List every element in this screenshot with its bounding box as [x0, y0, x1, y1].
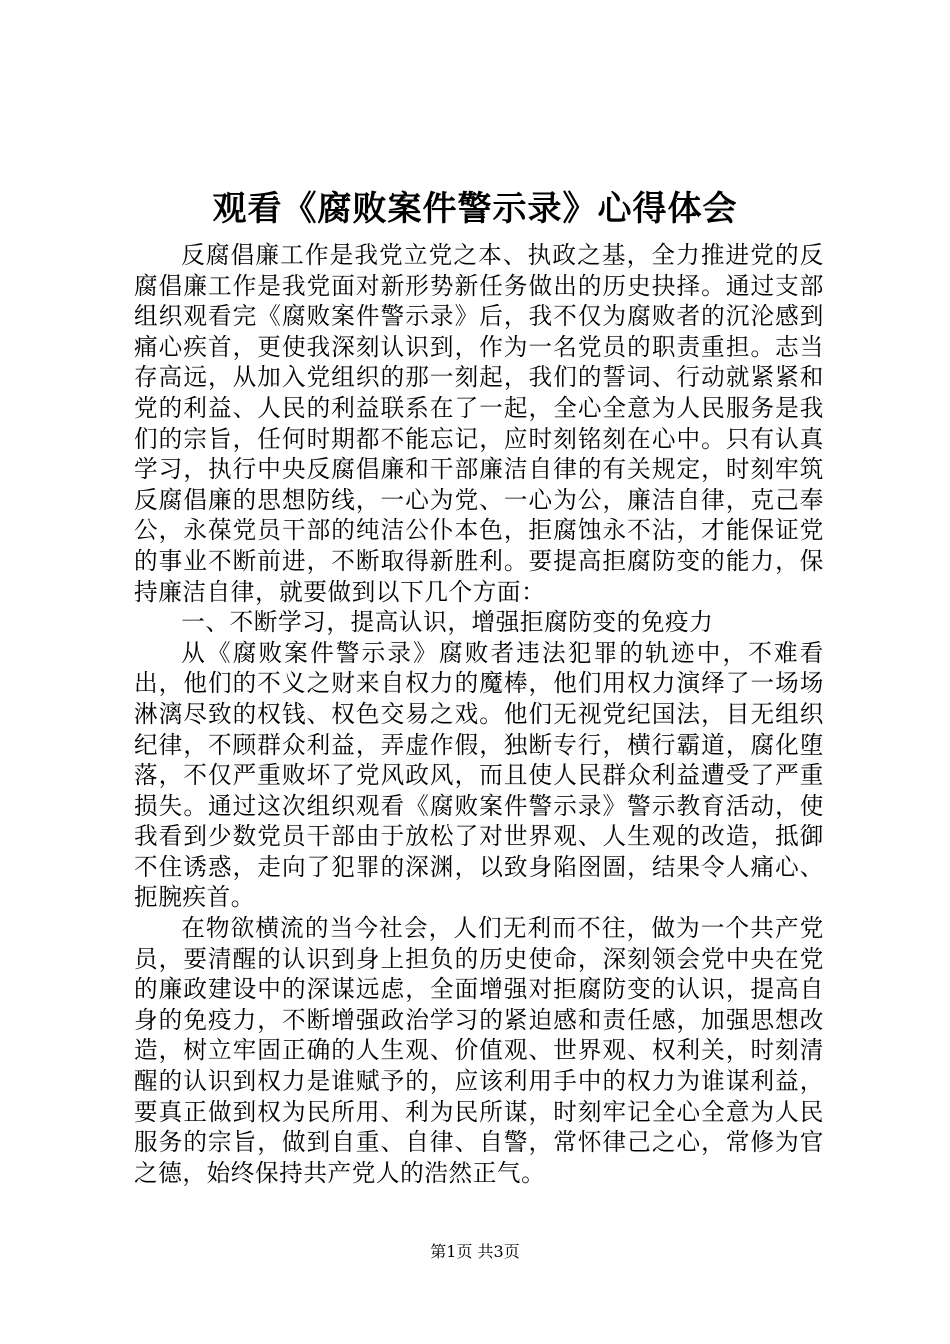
- paragraph-intro: 反腐倡廉工作是我党立党之本、执政之基，全力推进党的反腐倡廉工作是我党面对新形势新任务做出的历史抉择。通过支部组织观看完《腐败案件警示录》后，我不仅为腐败者的沉沦感到痛心疾首，更使我深刻认识到，作为一名党员的职责重担。志当存高远，从加入党组织的那一刻起，我们的誓词、行动就紧紧和党的利益、人民的利益联系在了一起，全心全意为人民服务是我们的宗旨，任何时期都不能忘记，应时刻铭刻在心中。只有认真学习，执行中央反腐倡廉和干部廉洁自律的有关规定，时刻牢筑反腐倡廉的思想防线，一心为党、一心为公，廉洁自律，克己奉公，永葆党员干部的纯洁公仆本色，拒腐蚀永不沾，才能保证党的事业不断前进，不断取得新胜利。要提高拒腐防变的能力，保持廉洁自律，就要做到以下几个方面：: [134, 241, 824, 606]
- document-title: 观看《腐败案件警示录》心得体会: [212, 189, 738, 229]
- paragraph-section-2: 在物欲横流的当今社会，人们无利而不往，做为一个共产党员，要清醒的认识到身上担负的历史使命，深刻领会党中央在党的廉政建设中的深谋远虑，全面增强对拒腐防变的认识，提高自身的免疫力，不断增强政治学习的紧迫感和责任感，加强思想改造，树立牢固正确的人生观、价值观、世界观、权利关，时刻清醒的认识到权力是谁赋予的，应该利用手中的权力为谁谋利益，要真正做到权为民所用、利为民所谋，时刻牢记全心全意为人民服务的宗旨，做到自重、自律、自警，常怀律己之心，常修为官之德，始终保持共产党人的浩然正气。: [134, 914, 824, 1187]
- document-body: [134, 240, 824, 1188]
- paragraph-section-1: 从《腐败案件警示录》腐败者违法犯罪的轨迹中，不难看出，他们的不义之财来自权力的魔棒，他们用权力演绎了一场场淋漓尽致的权钱、权色交易之戏。他们无视党纪国法，目无组织纪律，不顾群众利益，弄虚作假，独断专行，横行霸道，腐化堕落，不仅严重败坏了党风政风，而且使人民群众利益遭受了严重损失。通过这次组织观看《腐败案件警示录》警示教育活动，使我看到少数党员干部由于放松了对世界观、人生观的改造，抵御不住诱惑，走向了犯罪的深渊，以致身陷囹圄，结果令人痛心、扼腕疾首。: [134, 638, 824, 912]
- page-number-footer: 第1页 共3页: [430, 1242, 520, 1261]
- section-heading-1: 一、不断学习，提高认识，增强拒腐防变的免疫力: [181, 608, 714, 637]
